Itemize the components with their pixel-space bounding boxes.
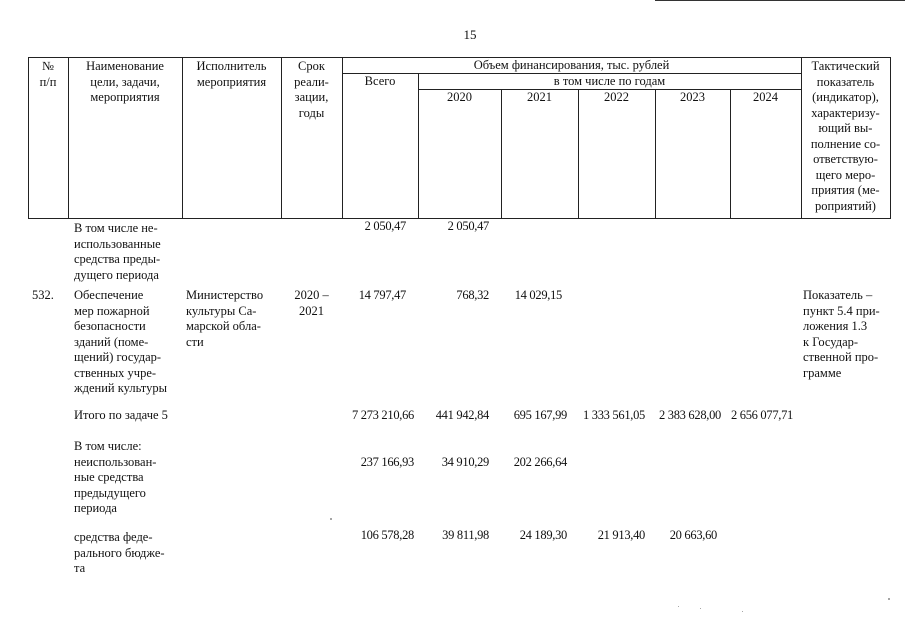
row-indicator: Показатель – пункт 5.4 при- ложения 1.3 к Государ- ственной про- грамме [803, 288, 880, 380]
row-2021: 14 029,15 [514, 288, 562, 302]
header-name: Наименование цели, задачи, мероприятия [86, 59, 164, 104]
row-2024: 2 656 077,71 [730, 408, 793, 422]
scan-speck [330, 518, 332, 520]
row-2020: 768,32 [456, 288, 489, 302]
scan-speck [888, 598, 890, 600]
row-2021: 202 266,64 [513, 455, 567, 469]
row-2022: 21 913,40 [597, 528, 645, 542]
row-2020: 441 942,84 [435, 408, 489, 422]
header-executor: Исполнитель мероприятия [196, 59, 267, 89]
scan-speck [742, 611, 743, 612]
header-by-years: в том числе по годам [553, 74, 666, 88]
header-year-2020: 2020 [447, 90, 472, 104]
row-total: 2 050,47 [364, 219, 406, 233]
header-indicator: Тактический показатель (индикатор), характеризу- ющий вы- полнение со- ответствую- щего меро- приятия (ме- роприятий) [810, 59, 881, 213]
header-year-2023: 2023 [680, 90, 705, 104]
row-num: 532. [32, 288, 54, 302]
row-name: Итого по задаче 5 [74, 408, 168, 422]
row-2020: 2 050,47 [447, 219, 489, 233]
row-name: В том числе: неиспользован- ные средства предыдущего периода [74, 439, 157, 515]
page-number: 15 [463, 27, 477, 42]
row-name: средства феде- рального бюдже- та [74, 530, 165, 575]
header-term: Срок реали- зации, годы [294, 59, 329, 120]
header-year-2024: 2024 [753, 90, 778, 104]
row-2020: 34 910,29 [441, 455, 489, 469]
row-name: Обеспечение мер пожарной безопасности зданий (поме- щений) государ- ственных учре- ждений культуры [74, 288, 167, 395]
row-term: 2020 – 2021 [294, 288, 329, 318]
row-2022: 1 333 561,05 [582, 408, 645, 422]
row-2020: 39 811,98 [442, 528, 489, 542]
header-year-2021: 2021 [527, 90, 552, 104]
row-2023: 2 383 628,00 [658, 408, 721, 422]
header-year-2022: 2022 [604, 90, 629, 104]
row-total: 106 578,28 [360, 528, 414, 542]
top-edge-rule [655, 0, 905, 1]
row-2021: 695 167,99 [513, 408, 567, 422]
header-num: № п/п [39, 59, 57, 89]
row-name: В том числе не- использованные средства преды- дущего периода [74, 221, 161, 282]
row-total: 7 273 210,66 [351, 408, 414, 422]
row-total: 14 797,47 [358, 288, 406, 302]
header-financing: Объем финансирования, тыс. рублей [473, 58, 670, 72]
scan-speck [700, 608, 701, 609]
row-2021: 24 189,30 [519, 528, 567, 542]
row-2023: 20 663,60 [669, 528, 717, 542]
row-executor: Министерство культуры Са- марской обла- сти [186, 288, 264, 349]
row-total: 237 166,93 [360, 455, 414, 469]
scan-speck [678, 606, 679, 607]
header-total: Всего [364, 74, 396, 88]
